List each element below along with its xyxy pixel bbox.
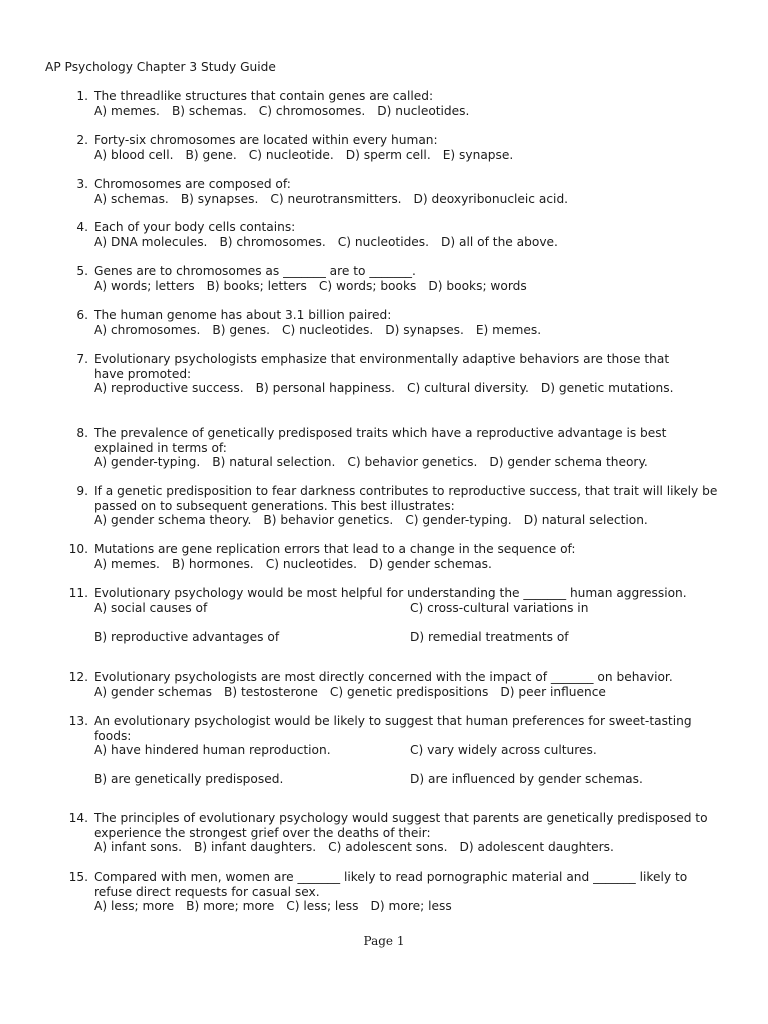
question-stem: Each of your body cells contains: — [94, 220, 296, 234]
question-stem: Forty-six chromosomes are located within every human: — [94, 133, 438, 147]
option-c: C) gender-typing. — [405, 513, 512, 528]
option-c: C) vary widely across cultures. — [410, 743, 597, 758]
option-d: D) more; less — [370, 899, 452, 914]
page-number: Page 1 — [363, 934, 405, 948]
question-number: 2. — [76, 133, 88, 147]
option-c: C) cross-cultural variations in — [410, 600, 589, 615]
answer-options-grid — [94, 601, 726, 645]
option-b: B) genes. — [212, 322, 270, 337]
option-c: C) cultural diversity. — [406, 381, 529, 396]
option-d: D) sperm cell. — [345, 147, 431, 162]
answer-options — [94, 192, 726, 207]
option-a: A) infant sons. — [94, 840, 182, 855]
answer-options — [94, 323, 726, 338]
question-number: 8. — [76, 426, 88, 440]
option-a: A) chromosomes. — [94, 322, 201, 337]
option-a: A) memes. — [94, 556, 160, 571]
option-c: C) nucleotides. — [337, 234, 430, 249]
answer-options — [94, 279, 726, 294]
option-a: A) DNA molecules. — [94, 234, 208, 249]
option-d: D) all of the above. — [441, 234, 558, 249]
question-stem: Evolutionary psychology would be most helpful for understanding the _______ human aggression. — [94, 586, 687, 600]
option-c: C) neurotransmitters. — [270, 191, 402, 206]
option-c: C) behavior genetics. — [347, 455, 478, 470]
question-stem: An evolutionary psychologist would be likely to suggest that human preferences for sweet-tasting foods: — [94, 714, 692, 743]
option-b: B) hormones. — [171, 556, 254, 571]
option-c: C) genetic predispositions — [329, 684, 489, 699]
question-stem: Chromosomes are composed of: — [94, 177, 291, 191]
question-stem: The threadlike structures that contain genes are called: — [94, 89, 434, 103]
option-a: A) schemas. — [94, 191, 169, 206]
option-c: C) less; less — [286, 899, 359, 914]
question-number: 6. — [76, 308, 88, 322]
option-c: C) chromosomes. — [258, 103, 366, 118]
option-b: B) synapses. — [180, 191, 259, 206]
question-number: 10. — [68, 542, 88, 556]
answer-options — [94, 513, 726, 528]
answer-options — [94, 685, 726, 700]
question-number: 3. — [76, 177, 88, 191]
question-stem: The prevalence of genetically predisposed traits which have a reproductive advantage is best explained in terms of: — [94, 426, 667, 455]
option-a: A) social causes of — [94, 600, 208, 615]
option-b: B) testosterone — [224, 684, 318, 699]
question-number: 13. — [68, 714, 88, 728]
question-stem: Evolutionary psychologists emphasize that environmentally adaptive behaviors are those that have promoted: — [94, 352, 670, 381]
question-number: 9. — [76, 484, 88, 498]
option-b: B) books; letters — [206, 278, 307, 293]
option-e: E) memes. — [475, 322, 542, 337]
option-a: A) gender schemas — [94, 684, 213, 699]
option-b: B) more; more — [186, 899, 275, 914]
option-a: A) less; more — [94, 899, 175, 914]
answer-options — [94, 381, 694, 396]
option-a: A) blood cell. — [94, 147, 174, 162]
option-c: C) nucleotides. — [282, 322, 374, 337]
question-number: 7. — [76, 352, 88, 366]
answer-options — [94, 455, 694, 470]
question-stem: Compared with men, women are _______ likely to read pornographic material and _______ likely to refuse direct requests for casual sex. — [94, 870, 688, 899]
answer-options — [94, 899, 714, 914]
option-e: E) synapse. — [442, 147, 514, 162]
option-d: D) gender schemas. — [368, 556, 492, 571]
option-b: B) are genetically predisposed. — [94, 772, 284, 787]
question-number: 12. — [68, 670, 88, 684]
question-number: 15. — [68, 870, 88, 884]
option-c: C) adolescent sons. — [328, 840, 448, 855]
question-number: 5. — [76, 264, 88, 278]
question-number: 14. — [68, 811, 88, 825]
option-d: D) remedial treatments of — [410, 629, 569, 644]
question-number: 11. — [68, 586, 88, 600]
option-b: B) personal happiness. — [255, 381, 395, 396]
option-d: D) nucleotides. — [377, 103, 470, 118]
answer-options — [94, 104, 726, 119]
question-stem: The principles of evolutionary psychology would suggest that parents are genetically predisposed to experience the strongest grief over the deaths of their: — [94, 811, 708, 840]
option-b: B) infant daughters. — [193, 840, 317, 855]
option-c: C) words; books — [318, 278, 417, 293]
answer-options-grid — [94, 743, 714, 787]
option-d: D) synapses. — [385, 322, 464, 337]
question-number: 1. — [76, 89, 88, 103]
option-d: D) deoxyribonucleic acid. — [413, 191, 569, 206]
answer-options — [94, 840, 734, 855]
option-b: B) reproductive advantages of — [94, 629, 280, 644]
answer-options — [94, 235, 726, 250]
option-d: D) peer influence — [500, 684, 606, 699]
option-b: B) schemas. — [171, 103, 247, 118]
option-d: D) adolescent daughters. — [459, 840, 614, 855]
option-c: C) nucleotides. — [265, 556, 357, 571]
option-b: B) gene. — [185, 147, 237, 162]
question-number: 4. — [76, 220, 88, 234]
option-a: A) gender-typing. — [94, 455, 201, 470]
option-a: A) have hindered human reproduction. — [94, 743, 331, 758]
option-b: B) behavior genetics. — [263, 513, 394, 528]
option-d: D) are influenced by gender schemas. — [410, 772, 643, 787]
answer-options — [94, 148, 726, 163]
question-stem: Mutations are gene replication errors that lead to a change in the sequence of: — [94, 542, 576, 556]
option-a: A) memes. — [94, 103, 160, 118]
option-a: A) gender schema theory. — [94, 513, 252, 528]
question-stem: Evolutionary psychologists are most directly concerned with the impact of _______ on behavior. — [94, 670, 673, 684]
option-b: B) chromosomes. — [219, 234, 326, 249]
option-a: A) reproductive success. — [94, 381, 244, 396]
answer-options — [94, 557, 726, 572]
option-d: D) books; words — [428, 278, 527, 293]
option-d: D) natural selection. — [523, 513, 648, 528]
option-c: C) nucleotide. — [248, 147, 334, 162]
option-d: D) genetic mutations. — [540, 381, 674, 396]
option-a: A) words; letters — [94, 278, 195, 293]
question-stem: If a genetic predisposition to fear darkness contributes to reproductive success, that trait will likely be passed on to subsequent generations. This best illustrates: — [94, 484, 718, 513]
option-d: D) gender schema theory. — [489, 455, 648, 470]
question-stem: The human genome has about 3.1 billion paired: — [94, 308, 392, 322]
document-title: AP Psychology Chapter 3 Study Guide — [45, 60, 276, 74]
question-stem: Genes are to chromosomes as _______ are to _______. — [94, 264, 416, 278]
option-b: B) natural selection. — [212, 455, 336, 470]
